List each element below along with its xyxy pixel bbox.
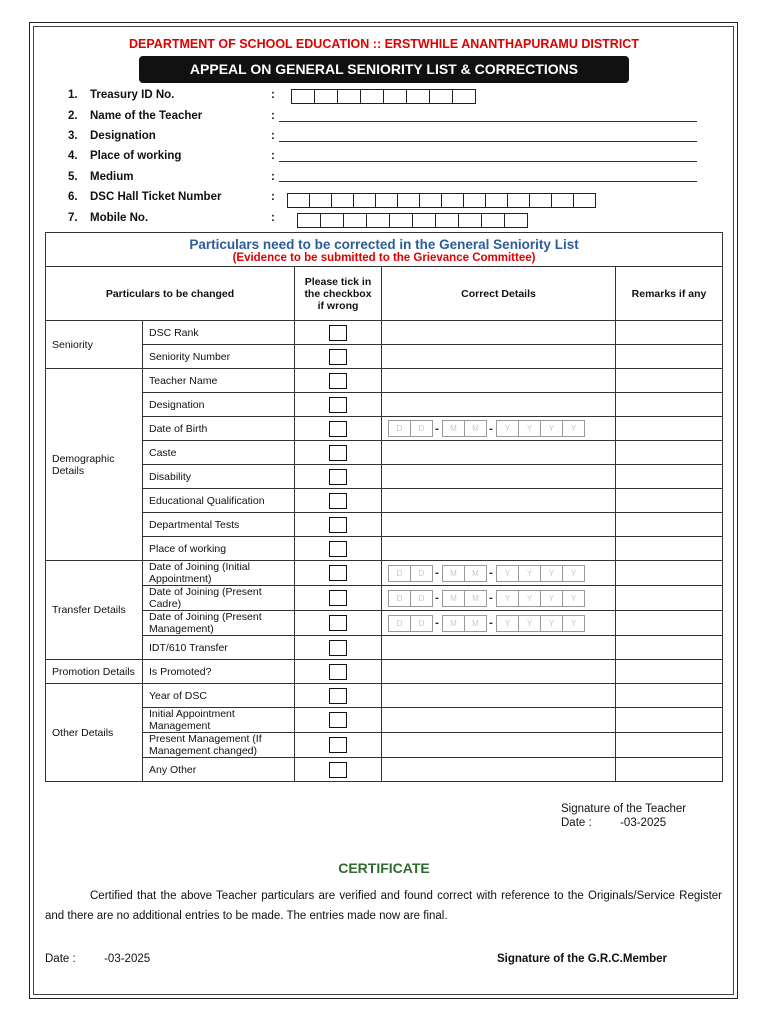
- tick-cell: [295, 708, 382, 733]
- date-digit-box[interactable]: Y: [518, 420, 541, 437]
- particular-label: Disability: [143, 465, 295, 489]
- date-separator: -: [435, 567, 439, 579]
- tick-cell: [295, 537, 382, 561]
- medium-line[interactable]: [279, 181, 697, 182]
- field-number: 3.: [68, 130, 78, 142]
- tick-cell: [295, 369, 382, 393]
- designation-line[interactable]: [279, 141, 697, 142]
- corrections-table: [45, 232, 723, 782]
- correct-details-cell[interactable]: [382, 537, 616, 561]
- date-digit-box[interactable]: D: [410, 590, 433, 607]
- remarks-cell[interactable]: [616, 321, 723, 345]
- remarks-cell[interactable]: [616, 537, 723, 561]
- certificate-date: [45, 953, 150, 965]
- certificate-date-value: -03-2025: [104, 953, 151, 965]
- date-digit-box[interactable]: D: [410, 420, 433, 437]
- date-digit-box[interactable]: M: [464, 420, 487, 437]
- remarks-cell[interactable]: [616, 513, 723, 537]
- table-row: [46, 369, 723, 393]
- table-row: [46, 611, 723, 636]
- date-digit-box[interactable]: M: [464, 590, 487, 607]
- table-title-cell: [46, 233, 723, 267]
- wrong-checkbox[interactable]: [329, 493, 347, 509]
- remarks-cell[interactable]: [616, 465, 723, 489]
- tick-cell: [295, 684, 382, 708]
- field-colon: :: [271, 191, 275, 203]
- field-number: 2.: [68, 110, 78, 122]
- remarks-cell[interactable]: [616, 758, 723, 782]
- date-separator: -: [435, 592, 439, 604]
- date-digit-box[interactable]: Y: [562, 420, 585, 437]
- tick-cell: [295, 660, 382, 684]
- date-digit-box[interactable]: Y: [540, 590, 563, 607]
- date-digit-box[interactable]: Y: [496, 590, 519, 607]
- date-digit-box[interactable]: M: [442, 420, 465, 437]
- correct-details-cell[interactable]: [382, 489, 616, 513]
- field-number: 6.: [68, 191, 78, 203]
- wrong-checkbox[interactable]: [329, 615, 347, 631]
- date-digit-box[interactable]: Y: [540, 615, 563, 632]
- date-digit-box[interactable]: D: [388, 615, 411, 632]
- wrong-checkbox[interactable]: [329, 712, 347, 728]
- department-heading: DEPARTMENT OF SCHOOL EDUCATION :: ERSTWHILE ANANTHAPURAMU DISTRICT: [129, 37, 639, 51]
- correct-details-cell[interactable]: [382, 465, 616, 489]
- date-digit-box[interactable]: Y: [518, 565, 541, 582]
- table-row: [46, 684, 723, 708]
- correct-details-cell[interactable]: [382, 758, 616, 782]
- particular-label: Educational Qualification: [143, 489, 295, 513]
- particular-label: DSC Rank: [143, 321, 295, 345]
- date-digit-box[interactable]: Y: [562, 565, 585, 582]
- particular-label: Place of working: [143, 537, 295, 561]
- table-row: [46, 660, 723, 684]
- teacher-name-line[interactable]: [279, 121, 697, 122]
- group-label: Other Details: [46, 684, 143, 782]
- date-separator: -: [435, 617, 439, 629]
- correct-details-cell[interactable]: [382, 611, 616, 636]
- date-digit-box[interactable]: M: [442, 590, 465, 607]
- field-colon: :: [271, 110, 275, 122]
- group-label: Seniority: [46, 321, 143, 369]
- form-title-banner: APPEAL ON GENERAL SENIORITY LIST & CORRECTIONS: [139, 56, 629, 83]
- wrong-checkbox[interactable]: [329, 762, 347, 778]
- date-digit-box[interactable]: D: [388, 565, 411, 582]
- field-label: Treasury ID No.: [90, 89, 175, 101]
- date-digit-box[interactable]: Y: [518, 615, 541, 632]
- wrong-checkbox[interactable]: [329, 445, 347, 461]
- date-digit-box[interactable]: Y: [562, 615, 585, 632]
- wrong-checkbox[interactable]: [329, 737, 347, 753]
- correct-details-cell[interactable]: [382, 684, 616, 708]
- wrong-checkbox[interactable]: [329, 664, 347, 680]
- particular-label: Is Promoted?: [143, 660, 295, 684]
- teacher-signature-label: Signature of the Teacher: [561, 803, 687, 815]
- date-separator: -: [489, 567, 493, 579]
- group-label: Promotion Details: [46, 660, 143, 684]
- date-digit-box[interactable]: Y: [496, 565, 519, 582]
- field-number: 5.: [68, 171, 78, 183]
- date-digit-box[interactable]: M: [464, 565, 487, 582]
- correct-details-cell[interactable]: [382, 345, 616, 369]
- tick-cell: [295, 417, 382, 441]
- wrong-checkbox[interactable]: [329, 688, 347, 704]
- table-row: [46, 586, 723, 611]
- field-colon: :: [271, 89, 275, 101]
- remarks-cell[interactable]: [616, 636, 723, 660]
- correct-details-cell[interactable]: [382, 561, 616, 586]
- remarks-cell[interactable]: [616, 441, 723, 465]
- remarks-cell[interactable]: [616, 345, 723, 369]
- table-row: [46, 465, 723, 489]
- remarks-cell[interactable]: [616, 561, 723, 586]
- date-separator: -: [489, 422, 493, 435]
- wrong-checkbox[interactable]: [329, 469, 347, 485]
- particular-label: Any Other: [143, 758, 295, 782]
- teacher-date-value: -03-2025: [620, 817, 667, 829]
- particular-label: Seniority Number: [143, 345, 295, 369]
- remarks-cell[interactable]: [616, 417, 723, 441]
- field-label: Designation: [90, 130, 156, 142]
- particular-label: Departmental Tests: [143, 513, 295, 537]
- field-number: 7.: [68, 212, 78, 224]
- particular-label: Caste: [143, 441, 295, 465]
- date-separator: -: [489, 592, 493, 604]
- date-separator: -: [489, 617, 493, 629]
- remarks-cell[interactable]: [616, 684, 723, 708]
- field-label: Mobile No.: [90, 212, 149, 224]
- wrong-checkbox[interactable]: [329, 517, 347, 533]
- wrong-checkbox[interactable]: [329, 590, 347, 606]
- remarks-cell[interactable]: [616, 369, 723, 393]
- field-colon: :: [271, 212, 275, 224]
- table-row: [46, 345, 723, 369]
- correct-details-cell[interactable]: [382, 636, 616, 660]
- correct-details-cell[interactable]: [382, 393, 616, 417]
- correct-details-cell[interactable]: [382, 417, 616, 441]
- certificate-heading: CERTIFICATE: [338, 860, 430, 876]
- date-input[interactable]: [388, 565, 609, 582]
- treasury-id-boxes[interactable]: [291, 89, 475, 104]
- field-label: DSC Hall Ticket Number: [90, 191, 222, 203]
- tick-cell: [295, 321, 382, 345]
- table-body: [46, 321, 723, 782]
- group-label: Demographic Details: [46, 369, 143, 561]
- field-label: Medium: [90, 171, 134, 183]
- table-row: [46, 561, 723, 586]
- header-correct-details: Correct Details: [382, 267, 616, 321]
- date-digit-box[interactable]: Y: [496, 615, 519, 632]
- certificate-text: Certified that the above Teacher particulars are verified and found correct with reference to the Originals/Service Register and there are no additional entries to be made. The entries made now are final.: [45, 890, 722, 922]
- tick-cell: [295, 513, 382, 537]
- tick-cell: [295, 393, 382, 417]
- date-digit-box[interactable]: D: [388, 590, 411, 607]
- tick-cell: [295, 758, 382, 782]
- field-colon: :: [271, 130, 275, 142]
- grc-signature: Signature of the G.R.C.Member: [497, 953, 667, 965]
- wrong-checkbox[interactable]: [329, 397, 347, 413]
- table-subtitle: (Evidence to be submitted to the Grievance Committee): [232, 252, 536, 264]
- table-row: [46, 733, 723, 758]
- table-row: [46, 758, 723, 782]
- teacher-signature-date: [561, 816, 686, 830]
- teacher-signature-block: [561, 802, 686, 830]
- correct-details-cell[interactable]: [382, 660, 616, 684]
- table-row: [46, 321, 723, 345]
- date-digit-box[interactable]: Y: [540, 420, 563, 437]
- dsc-hall-ticket-boxes[interactable]: [287, 193, 595, 208]
- date-digit-box[interactable]: Y: [496, 420, 519, 437]
- correct-details-cell[interactable]: [382, 733, 616, 758]
- particular-label: Date of Joining (Initial Appointment): [143, 561, 295, 586]
- date-digit-box[interactable]: Y: [562, 590, 585, 607]
- date-digit-box[interactable]: Y: [518, 590, 541, 607]
- date-input[interactable]: [388, 615, 609, 632]
- date-digit-box[interactable]: M: [442, 565, 465, 582]
- field-label: Place of working: [90, 150, 182, 162]
- teacher-date-label: Date :: [561, 817, 592, 829]
- mobile-number-boxes[interactable]: [297, 213, 527, 228]
- date-digit-box[interactable]: Y: [540, 565, 563, 582]
- table-row: [46, 441, 723, 465]
- table-row: [46, 708, 723, 733]
- tick-cell: [295, 733, 382, 758]
- particular-label: Initial Appointment Management: [143, 708, 295, 733]
- wrong-checkbox[interactable]: [329, 541, 347, 557]
- remarks-cell[interactable]: [616, 586, 723, 611]
- header-particulars: Particulars to be changed: [46, 267, 295, 321]
- wrong-checkbox[interactable]: [329, 640, 347, 656]
- header-tick: Please tick in the checkbox if wrong: [295, 267, 382, 321]
- date-digit-box[interactable]: D: [388, 420, 411, 437]
- remarks-cell[interactable]: [616, 611, 723, 636]
- remarks-cell[interactable]: [616, 489, 723, 513]
- table-title: Particulars need to be corrected in the General Seniority List: [189, 237, 579, 252]
- remarks-cell[interactable]: [616, 393, 723, 417]
- table-row: [46, 393, 723, 417]
- tick-cell: [295, 345, 382, 369]
- wrong-checkbox[interactable]: [329, 421, 347, 437]
- particular-label: Present Management (If Management changed): [143, 733, 295, 758]
- date-digit-box[interactable]: D: [410, 565, 433, 582]
- date-digit-box[interactable]: M: [464, 615, 487, 632]
- date-input[interactable]: [388, 420, 609, 437]
- date-digit-box[interactable]: D: [410, 615, 433, 632]
- wrong-checkbox[interactable]: [329, 565, 347, 581]
- tick-cell: [295, 586, 382, 611]
- header-remarks: Remarks if any: [616, 267, 723, 321]
- group-label: Transfer Details: [46, 561, 143, 660]
- particular-label: IDT/610 Transfer: [143, 636, 295, 660]
- wrong-checkbox[interactable]: [329, 373, 347, 389]
- certificate-date-label: Date :: [45, 953, 76, 965]
- place-of-working-line[interactable]: [279, 161, 697, 162]
- particular-label: Year of DSC: [143, 684, 295, 708]
- table-row: [46, 636, 723, 660]
- remarks-cell[interactable]: [616, 708, 723, 733]
- table-row: [46, 417, 723, 441]
- tick-cell: [295, 465, 382, 489]
- particular-label: Date of Birth: [143, 417, 295, 441]
- correct-details-cell[interactable]: [382, 708, 616, 733]
- correct-details-cell[interactable]: [382, 369, 616, 393]
- correct-details-cell[interactable]: [382, 321, 616, 345]
- wrong-checkbox[interactable]: [329, 325, 347, 341]
- table-row: [46, 537, 723, 561]
- tick-cell: [295, 611, 382, 636]
- particular-label: Date of Joining (Present Management): [143, 611, 295, 636]
- tick-cell: [295, 636, 382, 660]
- correct-details-cell[interactable]: [382, 441, 616, 465]
- tick-cell: [295, 489, 382, 513]
- wrong-checkbox[interactable]: [329, 349, 347, 365]
- field-number: 4.: [68, 150, 78, 162]
- field-colon: :: [271, 150, 275, 162]
- date-digit-box[interactable]: M: [442, 615, 465, 632]
- tick-cell: [295, 441, 382, 465]
- particular-label: Date of Joining (Present Cadre): [143, 586, 295, 611]
- correct-details-cell[interactable]: [382, 513, 616, 537]
- date-separator: -: [435, 422, 439, 435]
- particular-label: Teacher Name: [143, 369, 295, 393]
- date-input[interactable]: [388, 590, 609, 607]
- remarks-cell[interactable]: [616, 733, 723, 758]
- field-label: Name of the Teacher: [90, 110, 203, 122]
- field-colon: :: [271, 171, 275, 183]
- field-number: 1.: [68, 89, 78, 101]
- correct-details-cell[interactable]: [382, 586, 616, 611]
- table-row: [46, 489, 723, 513]
- remarks-cell[interactable]: [616, 660, 723, 684]
- particular-label: Designation: [143, 393, 295, 417]
- table-row: [46, 513, 723, 537]
- tick-cell: [295, 561, 382, 586]
